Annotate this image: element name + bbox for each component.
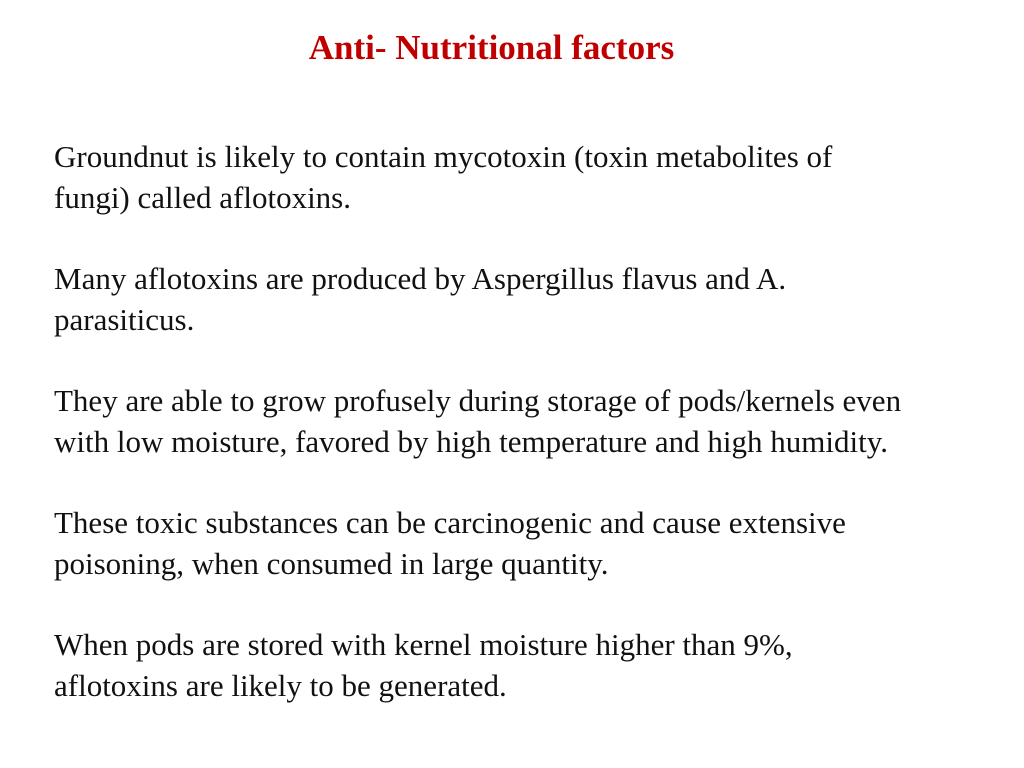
paragraph-line: with low moisture, favored by high temperature and high humidity. [54, 424, 888, 459]
paragraph-aspergillus [54, 258, 1004, 340]
paragraph-groundnut-mycotoxin [54, 136, 1004, 218]
paragraph-line: Many aflotoxins are produced by Aspergillus flavus and A. [54, 261, 787, 296]
slide-title: Anti- Nutritional factors [308, 28, 675, 67]
paragraph-line: poisoning, when consumed in large quantity. [54, 546, 609, 581]
paragraph-storage-moisture [54, 624, 1004, 706]
paragraph-growth-conditions [54, 380, 1004, 462]
paragraph-line: When pods are stored with kernel moisture higher than 9%, [54, 627, 793, 662]
paragraph-line: These toxic substances can be carcinogenic and cause extensive [54, 505, 846, 540]
paragraph-line: They are able to grow profusely during storage of pods/kernels even [54, 383, 902, 418]
paragraph-line: aflotoxins are likely to be generated. [54, 668, 507, 703]
paragraph-toxicity [54, 502, 1004, 584]
paragraph-line: fungi) called aflotoxins. [54, 180, 351, 215]
slide-body [54, 136, 1004, 746]
paragraph-line: Groundnut is likely to contain mycotoxin (toxin metabolites of [54, 139, 833, 174]
paragraph-line: parasiticus. [54, 302, 195, 337]
